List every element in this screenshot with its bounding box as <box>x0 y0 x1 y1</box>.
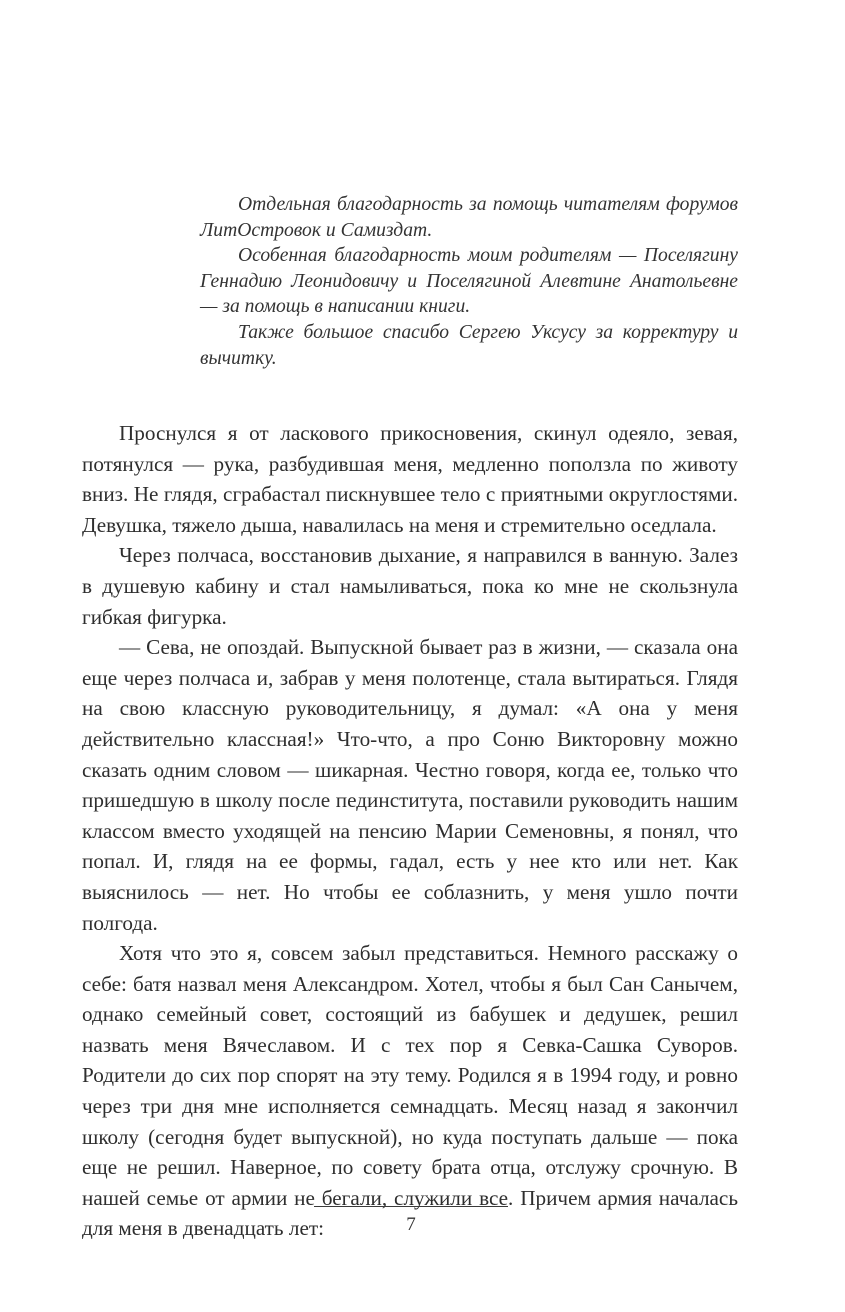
body-paragraph: Проснулся я от ласкового прикосновения, скинул одеяло, зевая, потянулся — рука, разбудившая меня, медленно поползла по животу вниз. Не глядя, сграбастал пискнувшее тело с приятными округлостями. Девушка, тяжело дыша, навалилась на меня и стремительно оседлала. <box>82 421 738 537</box>
dedication-block <box>200 192 738 371</box>
page-footer-rule <box>314 1206 508 1207</box>
dedication-paragraph: Также большое спасибо Сергею Уксусу за корректуру и вычитку. <box>200 321 738 369</box>
chapter-text <box>82 418 738 1244</box>
body-paragraph: Через полчаса, восстановив дыхание, я направился в ванную. Залез в душевую кабину и стал намыливаться, пока ко мне не скользнула гибкая фигурка. <box>82 543 738 629</box>
dedication-paragraph: Отдельная благодарность за помощь читателям форумов ЛитОстровок и Самиздат. <box>200 194 738 241</box>
body-paragraph: Хотя что это я, совсем забыл представиться. Немного расскажу о себе: батя назвал меня Александром. Хотел, чтобы я был Сан Санычем, однако семейный совет, состоящий из бабушек и дедушек, решил назвать меня Вячеславом. И с тех пор я Севка-Сашка Суворов. Родители до сих пор спорят на эту тему. Родился я в 1994 году, и ровно через три дня мне исполняется семнадцать. Месяц назад я закончил школу (сегодня будет выпускной), но куда поступать дальше — пока еще не решил. Наверное, по совету брата отца, отслужу срочную. В нашей семье от армии не бегали, служили все. Причем армия началась для меня в двенадцать лет: <box>82 941 738 1241</box>
dedication-paragraph: Особенная благодарность моим родителям — Поселягину Геннадию Леонидовичу и Поселягиной Алевтине Анатольевне — за помощь в написании книги. <box>200 245 738 318</box>
page-number: 7 <box>406 1214 416 1235</box>
body-paragraph: — Сева, не опоздай. Выпускной бывает раз в жизни, — сказала она еще через полчаса и, забрав у меня полотенце, стала вытираться. Глядя на свою классную руководительницу, я думал: «А она у меня действительно классная!» Что-что, а про Соню Викторовну можно сказать одним словом — шикарная. Честно говоря, когда ее, только что пришедшую в школу после пединститута, поставили руководить нашим классом вместо уходящей на пенсию Марии Семеновны, я понял, что попал. И, глядя на ее формы, гадал, есть у нее кто или нет. Как выяснилось — нет. Но чтобы ее соблазнить, у меня ушло почти полгода. <box>82 635 738 935</box>
